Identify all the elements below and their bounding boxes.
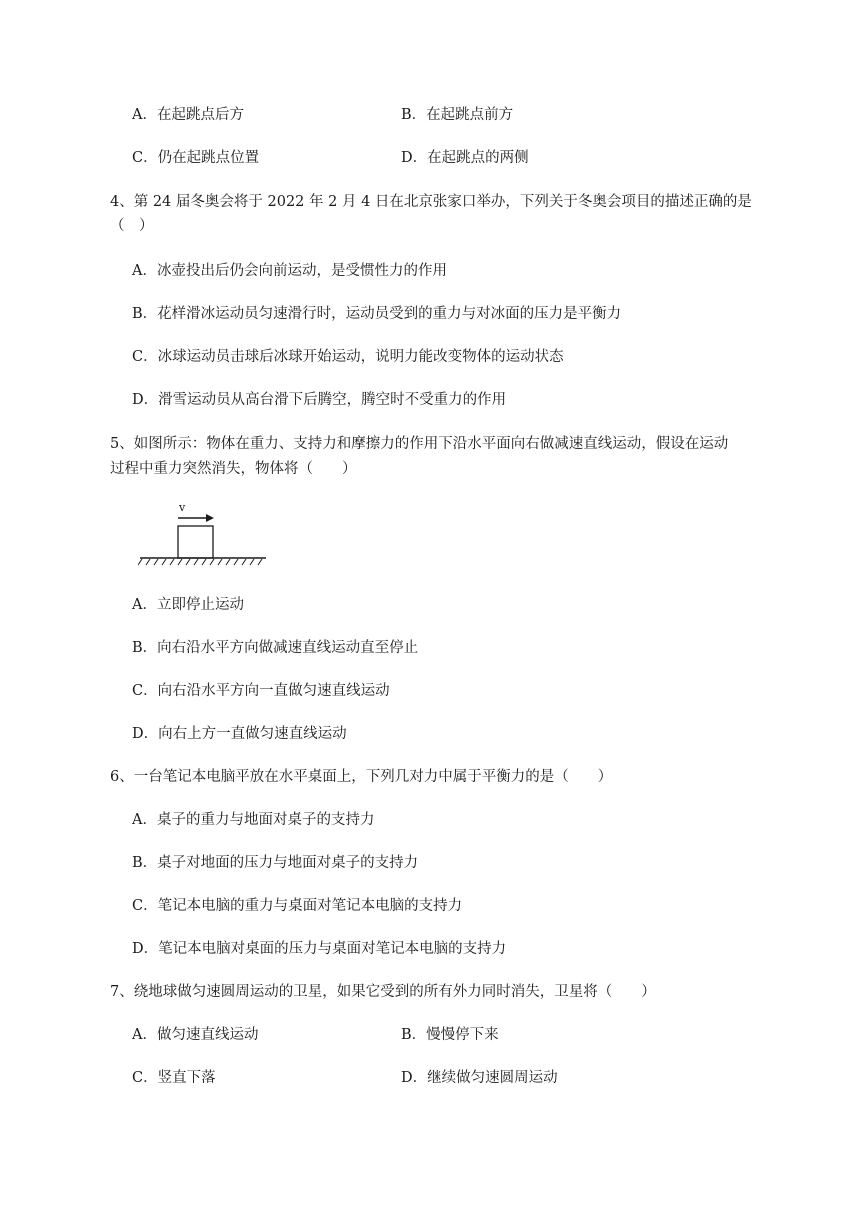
block	[178, 526, 213, 558]
q4-stem-line1: 4、第 24 届冬奥会将于 2022 年 2 月 4 日在北京张家口举办，下列关于冬奥会项目的描述正确的是	[110, 194, 752, 210]
ground-hatching	[138, 559, 262, 565]
q6-option-d: D．笔记本电脑对桌面的压力与桌面对笔记本电脑的支持力	[132, 941, 507, 957]
q5-stem-line2: 过程中重力突然消失，物体将（ ）	[110, 461, 357, 477]
q5-stem-line1: 5、如图所示：物体在重力、支持力和摩擦力的作用下沿水平面向右做减速直线运动，假设在运动	[110, 436, 729, 452]
q7-option-b: B．慢慢停下来	[401, 1027, 499, 1043]
q3-option-d: D．在起跳点的两侧	[401, 150, 529, 166]
q7-option-c: C．竖直下落	[132, 1070, 216, 1086]
q4-option-b: B．花样滑冰运动员匀速滑行时，运动员受到的重力与对冰面的压力是平衡力	[132, 306, 622, 322]
q4-option-d: D．滑雪运动员从高台滑下后腾空，腾空时不受重力的作用	[132, 392, 507, 408]
q3-option-c: C．仍在起跳点位置	[132, 150, 260, 166]
q6-option-a: A．桌子的重力与地面对桌子的支持力	[132, 812, 375, 828]
block-on-surface-figure	[138, 498, 268, 568]
velocity-arrow-head	[206, 514, 214, 522]
q5-option-a: A．立即停止运动	[132, 597, 244, 613]
q7-stem: 7、绕地球做匀速圆周运动的卫星，如果它受到的所有外力同时消失，卫星将（ ）	[110, 984, 656, 1000]
q4-option-a: A．冰壶投出后仍会向前运动，是受惯性力的作用	[132, 263, 447, 279]
q6-option-c: C．笔记本电脑的重力与桌面对笔记本电脑的支持力	[132, 898, 463, 914]
q4-option-c: C．冰球运动员击球后冰球开始运动，说明力能改变物体的运动状态	[132, 349, 564, 365]
q6-stem: 6、一台笔记本电脑平放在水平桌面上，下列几对力中属于平衡力的是（ ）	[110, 769, 613, 785]
q6-option-b: B．桌子对地面的压力与地面对桌子的支持力	[132, 855, 419, 871]
q5-option-b: B．向右沿水平方向做减速直线运动直至停止	[132, 640, 419, 656]
q7-option-d: D．继续做匀速圆周运动	[401, 1070, 558, 1086]
q7-option-a: A．做匀速直线运动	[132, 1027, 259, 1043]
q5-option-c: C．向右沿水平方向一直做匀速直线运动	[132, 683, 390, 699]
velocity-label: v	[179, 501, 186, 514]
q3-option-b: B．在起跳点前方	[401, 107, 514, 123]
q5-option-d: D．向右上方一直做匀速直线运动	[132, 726, 347, 742]
q3-option-a: A．在起跳点后方	[132, 107, 244, 123]
q4-stem-line2: （ ）	[110, 218, 154, 234]
